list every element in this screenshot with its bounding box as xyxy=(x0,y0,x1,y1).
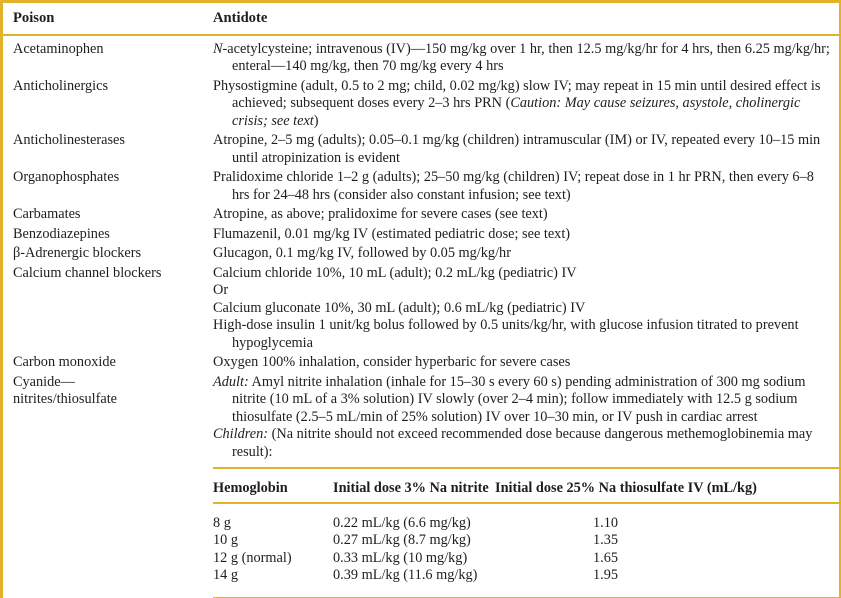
antidote-text: Oxygen 100% inhalation, consider hyperbaric for severe cases xyxy=(213,354,571,370)
table-row xyxy=(3,226,839,244)
poison-name: Anticholinesterases xyxy=(13,132,125,148)
antidote-cell xyxy=(213,41,839,76)
antidote-paragraph xyxy=(213,41,839,76)
antidote-paragraph xyxy=(213,265,839,283)
antidote-text: Glucagon, 0.1 mg/kg IV, followed by 0.05 mg/kg/hr xyxy=(213,245,511,261)
hemoglobin-table-cell: 0.33 mL/kg (10 mg/kg) xyxy=(333,549,468,566)
antidote-text: Calcium gluconate 10%, 30 mL (adult); 0.6 mL/kg (pediatric) IV xyxy=(213,299,586,316)
hemoglobin-table-cell: 0.39 mL/kg (11.6 mg/kg) xyxy=(333,567,478,583)
antidote-cell xyxy=(213,354,839,372)
antidote-text: Calcium chloride 10%, 10 mL (adult); 0.2 mL/kg (pediatric) IV xyxy=(213,264,577,281)
table-row xyxy=(3,41,839,76)
antidote-paragraph xyxy=(213,226,839,244)
table-header-row xyxy=(3,3,839,36)
table-row xyxy=(3,169,839,204)
antidote-cell xyxy=(213,245,839,263)
hemoglobin-table-header-cell: Initial dose 25% Na thiosulfate IV (mL/kg) xyxy=(495,480,757,496)
poison-name: Calcium channel blockers xyxy=(13,264,162,281)
antidote-text-italic: Caution: May cause seizures, asystole, cholinergic crisis; see text xyxy=(232,95,801,129)
hemoglobin-table-header-cell: Initial dose 3% Na nitrite xyxy=(333,480,489,496)
hemoglobin-table-cell: 1.95 xyxy=(593,567,619,583)
antidote-text: -acetylcysteine; intravenous (IV)—150 mg/kg over 1 hr, then 12.5 mg/kg/hr for 4 hrs, then 6.25 mg/kg/hr; enteral—140 mg/kg, then 70 mg/kg every 4 hrs xyxy=(222,40,830,74)
hemoglobin-table-cell: 1.65 xyxy=(593,549,619,566)
hemoglobin-table-cell: 8 g xyxy=(213,514,231,531)
antidote-paragraph xyxy=(213,132,839,167)
antidote-cell xyxy=(213,374,839,598)
hemoglobin-table-cell: 1.10 xyxy=(593,514,619,531)
hemoglobin-table-row xyxy=(213,567,839,585)
poison-name: Carbamates xyxy=(13,206,81,222)
hemoglobin-table-header-cell: Hemoglobin xyxy=(213,480,288,496)
antidote-text-italic: N xyxy=(213,40,223,57)
antidote-text-italic: Children: xyxy=(213,426,269,442)
column-header-antidote: Antidote xyxy=(213,10,268,26)
antidote-text: High-dose insulin 1 unit/kg bolus followed by 0.5 units/kg/hr, with glucose infusion titrated to prevent hypoglycemia xyxy=(213,317,799,351)
hemoglobin-table-cell: 10 g xyxy=(213,532,239,548)
table-row xyxy=(3,78,839,131)
antidote-text: Pralidoxime chloride 1–2 g (adults); 25–50 mg/kg (children) IV; repeat dose in 1 hr PRN, then every 6–8 hrs for 24–48 hrs (consider also constant infusion; see text) xyxy=(213,169,814,203)
table-row xyxy=(3,132,839,167)
hemoglobin-table-header xyxy=(213,469,839,504)
antidote-text: ) xyxy=(313,112,319,129)
hemoglobin-table-row xyxy=(213,550,839,568)
hemoglobin-table-cell: 1.35 xyxy=(593,532,619,548)
antidote-text: Or xyxy=(213,282,229,298)
antidote-paragraph xyxy=(213,354,839,372)
antidote-paragraph xyxy=(213,169,839,204)
poison-name: β-Adrenergic blockers xyxy=(13,245,142,261)
antidote-paragraph xyxy=(213,300,839,318)
hemoglobin-table-cell: 0.22 mL/kg (6.6 mg/kg) xyxy=(333,514,471,531)
antidote-paragraph xyxy=(213,245,839,263)
antidote-text: Atropine, 2–5 mg (adults); 0.05–0.1 mg/kg (children) intramuscular (IM) or IV, repeated every 10–15 min until atropinization is evident xyxy=(213,132,821,166)
poison-name: Anticholinergics xyxy=(13,77,109,94)
column-header-poison: Poison xyxy=(13,10,55,26)
table-row xyxy=(3,374,839,598)
antidote-cell xyxy=(213,265,839,353)
table-row xyxy=(3,206,839,224)
antidote-cell xyxy=(213,78,839,131)
antidote-paragraph xyxy=(213,282,839,300)
table-row xyxy=(3,354,839,372)
antidote-cell xyxy=(213,226,839,244)
antidote-paragraph xyxy=(213,206,839,224)
hemoglobin-table-row xyxy=(213,515,839,533)
antidote-cell xyxy=(213,132,839,167)
hemoglobin-dose-table xyxy=(213,467,839,598)
poison-name: Cyanide— nitrites/thiosulfate xyxy=(13,373,118,407)
hemoglobin-table-cell: 0.27 mL/kg (8.7 mg/kg) xyxy=(333,532,471,548)
table-row xyxy=(3,245,839,263)
antidote-cell xyxy=(213,206,839,224)
antidote-text-italic: Adult: xyxy=(213,373,249,390)
antidote-cell xyxy=(213,169,839,204)
hemoglobin-table-body xyxy=(213,504,839,597)
antidote-text: Amyl nitrite inhalation (inhale for 15–30 s every 60 s) pending administration of 300 mg sodium nitrite (10 mL of a 3% solution) IV slowly (over 2–4 min); follow immediately with 12.5 g sodium thiosulfate (2.5–5 mL/min of 25% solution) IV over 10–30 min, or IV push in cardiac arrest xyxy=(232,373,806,425)
table-body xyxy=(3,36,839,598)
antidote-paragraph xyxy=(213,317,839,352)
antidote-paragraph xyxy=(213,78,839,131)
antidote-text: Flumazenil, 0.01 mg/kg IV (estimated pediatric dose; see text) xyxy=(213,225,571,242)
antidote-paragraph xyxy=(213,374,839,427)
antidote-text: Atropine, as above; pralidoxime for severe cases (see text) xyxy=(213,206,548,222)
hemoglobin-table-row xyxy=(213,532,839,550)
antidote-text: (Na nitrite should not exceed recommended dose because dangerous methemoglobinemia may result): xyxy=(232,426,813,460)
hemoglobin-table-cell: 14 g xyxy=(213,567,239,583)
poison-name: Acetaminophen xyxy=(13,40,104,57)
table-row xyxy=(3,265,839,353)
antidote-text: Physostigmine (adult, 0.5 to 2 mg; child, 0.02 mg/kg) slow IV; may repeat in 15 min until desired effect is achieved; subsequent doses every 2–3 hrs PRN ( xyxy=(213,77,821,111)
hemoglobin-table-cell: 12 g (normal) xyxy=(213,549,292,566)
poison-name: Carbon monoxide xyxy=(13,354,116,370)
poison-name: Organophosphates xyxy=(13,169,120,185)
poison-name: Benzodiazepines xyxy=(13,225,110,242)
antidote-paragraph xyxy=(213,426,839,461)
